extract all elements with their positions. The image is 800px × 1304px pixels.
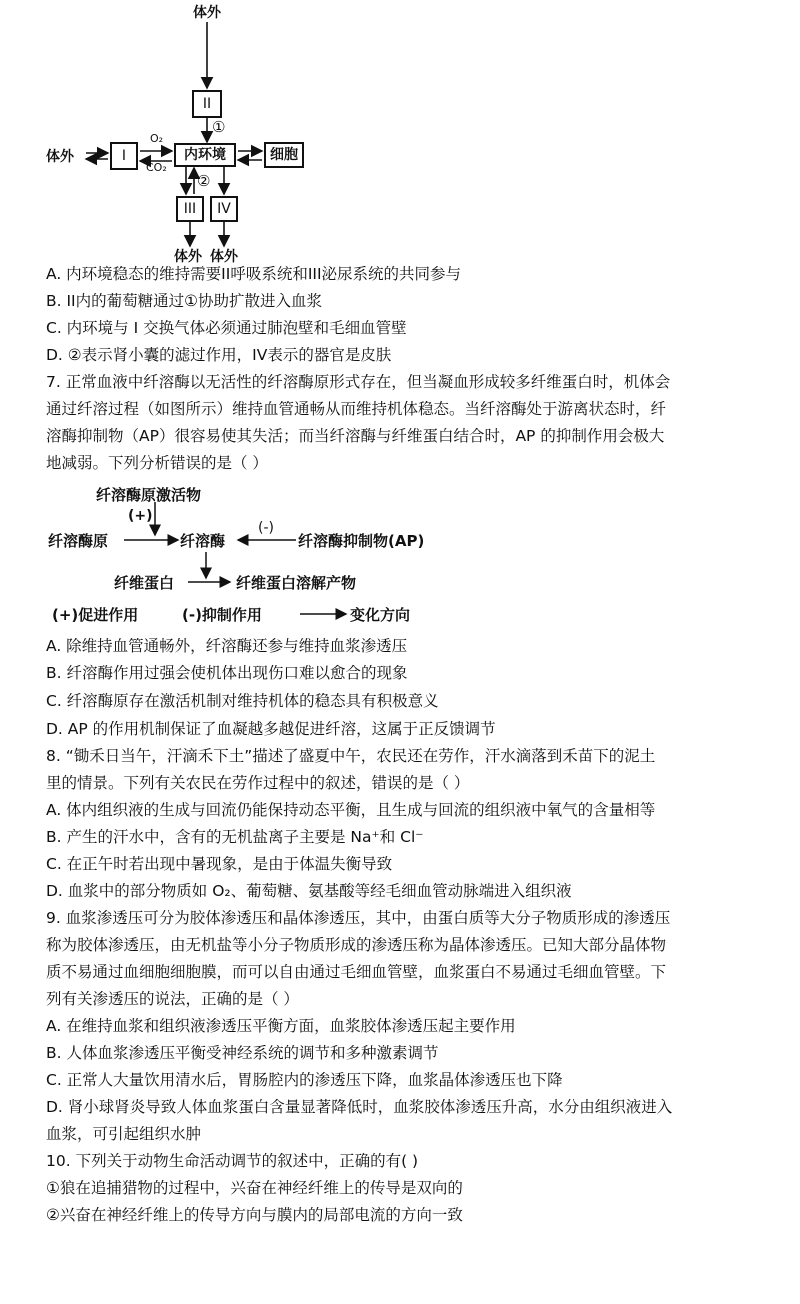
q9-option-d: D. 肾小球肾炎导致人体血浆蛋白含量显著降低时，血浆胶体渗透压升高，水分由组织液进入 [46,1098,673,1116]
legend-promote: (+)促进作用 [52,606,139,624]
q6-option-a: A. 内环境稳态的维持需要II呼吸系统和III泌尿系统的共同参与 [46,265,462,283]
q9-option-a: A. 在维持血浆和组织液渗透压平衡方面，血浆胶体渗透压起主要作用 [46,1017,516,1035]
q9-stem-line-3: 质不易通过血细胞细胞膜，而可以自由通过毛细血管壁，血浆蛋白不易通过毛细血管壁。下 [46,963,667,981]
q9-option-c: C. 正常人大量饮用清水后，胃肠腔内的渗透压下降，血浆晶体渗透压也下降 [46,1071,563,1089]
legend-inhibit: (-)抑制作用 [182,606,262,624]
fibrin-label: 纤维蛋白 [114,574,175,592]
activator-label: 纤溶酶原激活物 [96,486,202,504]
fibrin-product-label: 纤维蛋白溶解产物 [236,574,357,592]
promote-sign: (+) [128,508,153,524]
q6-option-d: D. ②表示肾小囊的滤过作用，IV表示的器官是皮肤 [46,346,392,364]
q7-option-c: C. 纤溶酶原存在激活机制对维持机体的稳态具有积极意义 [46,692,439,710]
q7-stem-line-1: 7. 正常血液中纤溶酶以无活性的纤溶酶原形式存在，但当凝血形成较多纤维蛋白时，机体会 [46,373,671,391]
box-cell: 细胞 [264,142,304,168]
q7-option-d: D. AP 的作用机制保证了血凝越多越促进纤溶，这属于正反馈调节 [46,720,496,738]
bottom-outside-label-2: 体外 [210,249,238,265]
box-IV: IV [210,196,238,222]
q8-stem-line-2: 里的情景。下列有关农民在劳作过程中的叙述，错误的是（ ） [46,774,470,792]
q6-option-c: C. 内环境与 I 交换气体必须通过肺泡壁和毛细血管壁 [46,319,407,337]
inhibitor-label: 纤溶酶抑制物(AP) [298,532,425,550]
q9-stem-line-4: 列有关渗透压的说法，正确的是（ ） [46,990,299,1008]
box-II: II [192,90,222,118]
q10-item-1: ①狼在追捕猎物的过程中，兴奋在神经纤维上的传导是双向的 [46,1179,463,1197]
box-I: I [110,142,138,170]
left-outside-label: 体外 [46,149,74,165]
box-III: III [176,196,204,222]
q7-stem-line-4: 地减弱。下列分析错误的是（ ） [46,454,268,472]
q9-option-d-continued: 血浆，可引起组织水肿 [46,1125,202,1143]
q7-option-a: A. 除维持血管通畅外，纤溶酶还参与维持血浆渗透压 [46,637,408,655]
co2-label: CO₂ [146,161,167,174]
q8-option-d: D. 血浆中的部分物质如 O₂、葡萄糖、氨基酸等经毛细血管动脉端进入组织液 [46,882,572,900]
q9-stem-line-1: 9. 血浆渗透压可分为胶体渗透压和晶体渗透压，其中，由蛋白质等大分子物质形成的渗透压 [46,909,671,927]
plasminogen-label: 纤溶酶原 [48,532,109,550]
q9-option-b: B. 人体血浆渗透压平衡受神经系统的调节和多种激素调节 [46,1044,439,1062]
q8-option-b: B. 产生的汗水中，含有的无机盐离子主要是 Na⁺和 Cl⁻ [46,828,424,846]
legend-direction: 变化方向 [350,606,411,624]
arrow-2-label: ② [197,172,211,190]
q6-option-b: B. II内的葡萄糖通过①协助扩散进入血浆 [46,292,323,310]
inhibit-sign: (-) [258,520,274,536]
top-outside-label: 体外 [193,5,221,21]
plasmin-label: 纤溶酶 [180,532,226,550]
q8-option-a: A. 体内组织液的生成与回流仍能保持动态平衡，且生成与回流的组织液中氧气的含量相等 [46,801,656,819]
q7-stem-line-3: 溶酶抑制物（AP）很容易使其失活；而当纤溶酶与纤维蛋白结合时，AP 的抑制作用会极大 [46,427,665,445]
q8-option-c: C. 在正午时若出现中暑现象，是由于体温失衡导致 [46,855,393,873]
bottom-outside-label-1: 体外 [174,249,202,265]
q9-stem-line-2: 称为胶体渗透压，由无机盐等小分子物质形成的渗透压称为晶体渗透压。已知大部分晶体物 [46,936,667,954]
box-internal-environment: 内环境 [174,143,236,167]
q8-stem-line-1: 8. “锄禾日当午，汗滴禾下土”描述了盛夏中午，农民还在劳作，汗水滴落到禾苗下的泥土 [46,747,656,765]
o2-label: O₂ [150,132,164,145]
q10-item-2: ②兴奋在神经纤维上的传导方向与膜内的局部电流的方向一致 [46,1206,463,1224]
q10-stem: 10. 下列关于动物生命活动调节的叙述中，正确的有( ) [46,1152,419,1170]
q7-option-b: B. 纤溶酶作用过强会使机体出现伤口难以愈合的现象 [46,664,408,682]
q7-stem-line-2: 通过纤溶过程（如图所示）维持血管通畅从而维持机体稳态。当纤溶酶处于游离状态时，纤 [46,400,667,418]
arrow-1-label: ① [212,118,226,136]
